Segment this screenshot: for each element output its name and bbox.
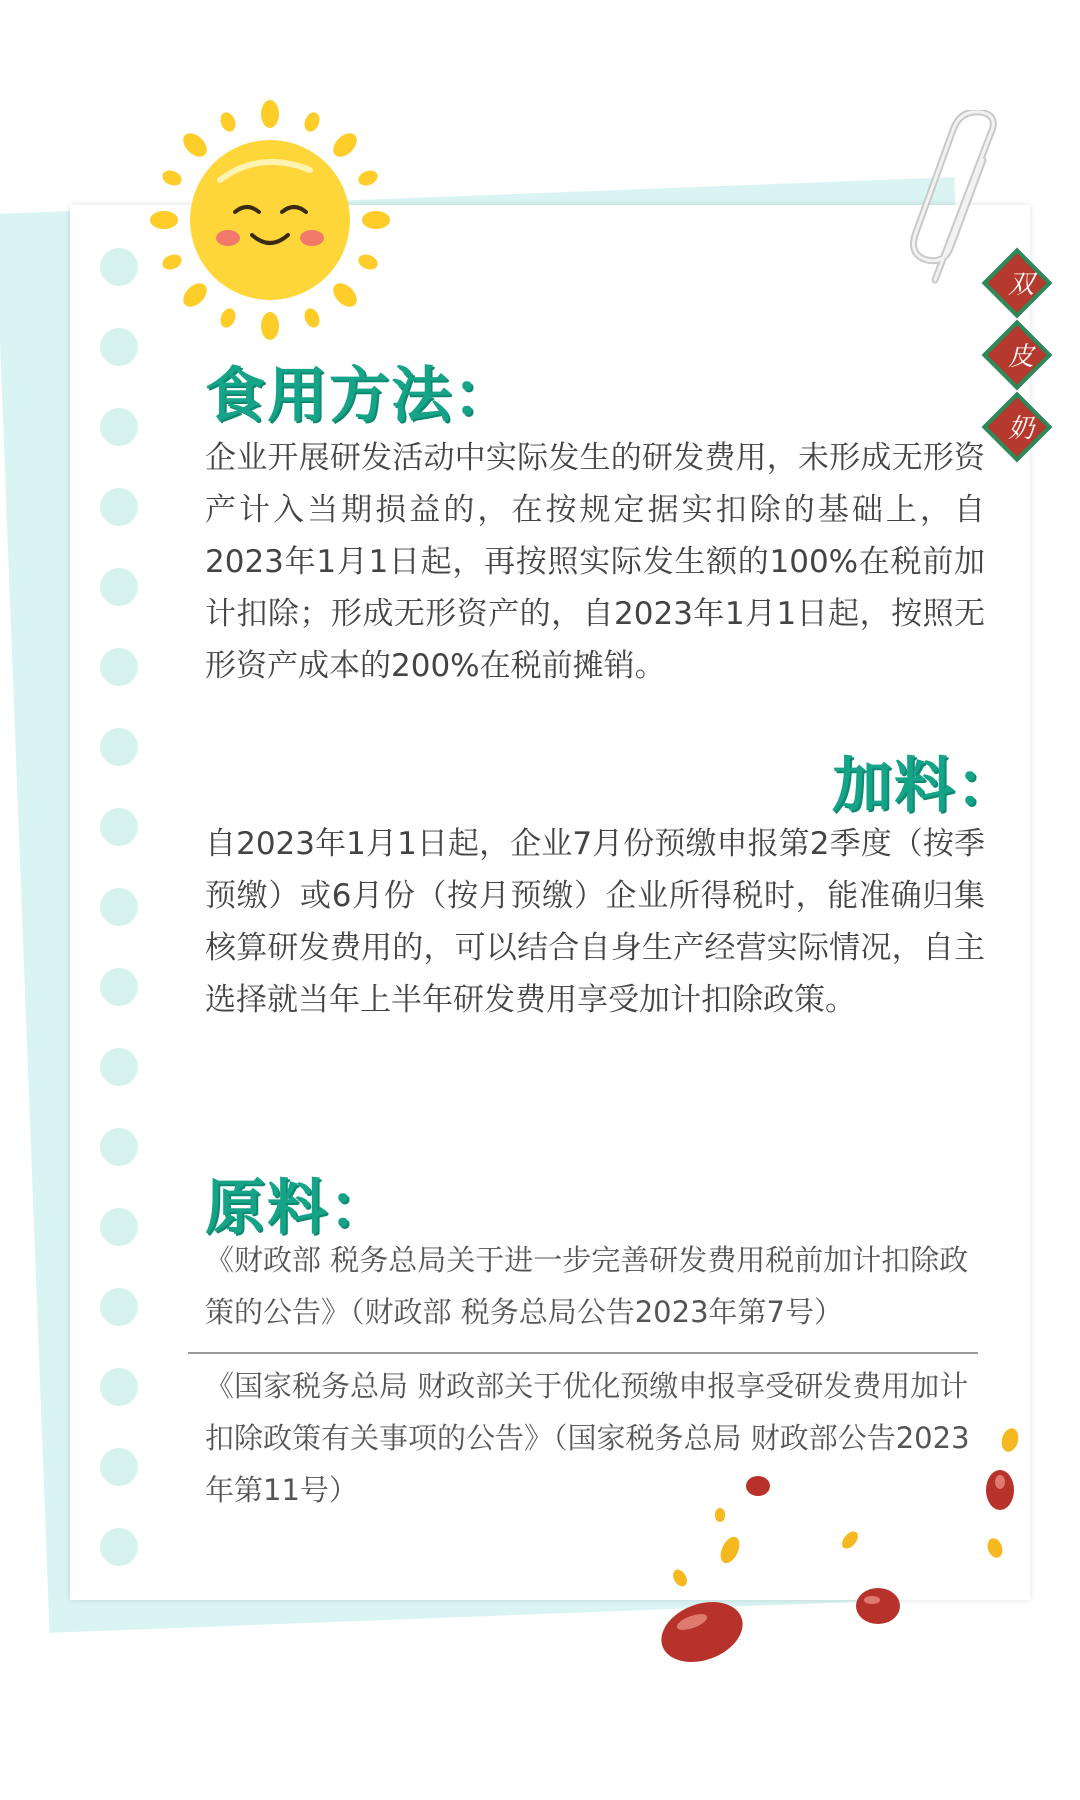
ingredients-heading: 原料： (205, 1173, 391, 1243)
toppings-text: 自2023年1月1日起，企业7月份预缴申报第2季度（按季预缴）或6月份（按月预缴）企业所得税时，能准确归集核算研发费用的，可以结合自身生产经营实际情况，自主选择就当年上半年研发费用享受加计扣除政策。 (205, 826, 985, 1018)
binder-hole (100, 1528, 138, 1566)
binder-hole (100, 1448, 138, 1486)
stamp-char: 双 (1007, 270, 1034, 300)
binder-hole (100, 1208, 138, 1246)
binder-hole (100, 568, 138, 606)
binder-hole (100, 1368, 138, 1406)
binder-hole (100, 968, 138, 1006)
reference-item: 《国家税务总局 财政部关于优化预缴申报享受研发费用加计扣除政策有关事项的公告》（国家税务总局 财政部公告2023年第11号） (205, 1369, 970, 1507)
usage-text: 企业开展研发活动中实际发生的研发费用，未形成无形资产计入当期损益的，在按规定据实扣除的基础上，自2023年1月1日起，再按照实际发生额的100%在税前加计扣除；形成无形资产的，自2023年1月1日起，按照无形资产成本的200%在税前摊销。 (205, 440, 985, 684)
binder-hole (100, 648, 138, 686)
stamp-char: 奶 (1007, 414, 1034, 444)
reference-item: 《财政部 税务总局关于进一步完善研发费用税前加计扣除政策的公告》（财政部 税务总局公告2023年第7号） (205, 1243, 969, 1329)
binder-hole (100, 888, 138, 926)
toppings-heading: 加料： (832, 751, 1018, 821)
binder-hole (100, 808, 138, 846)
binder-hole (100, 488, 138, 526)
binder-hole (100, 408, 138, 446)
binder-hole (100, 328, 138, 366)
binder-hole (100, 248, 138, 286)
reference-divider (188, 1352, 978, 1354)
binder-hole (100, 1128, 138, 1166)
red-bean-icon (640, 1420, 1060, 1680)
sun-icon (150, 100, 390, 340)
binder-hole (100, 1048, 138, 1086)
binder-hole (100, 1288, 138, 1326)
binder-hole (100, 728, 138, 766)
usage-heading: 食用方法： (205, 361, 515, 431)
stamp-char: 皮 (1007, 342, 1034, 372)
